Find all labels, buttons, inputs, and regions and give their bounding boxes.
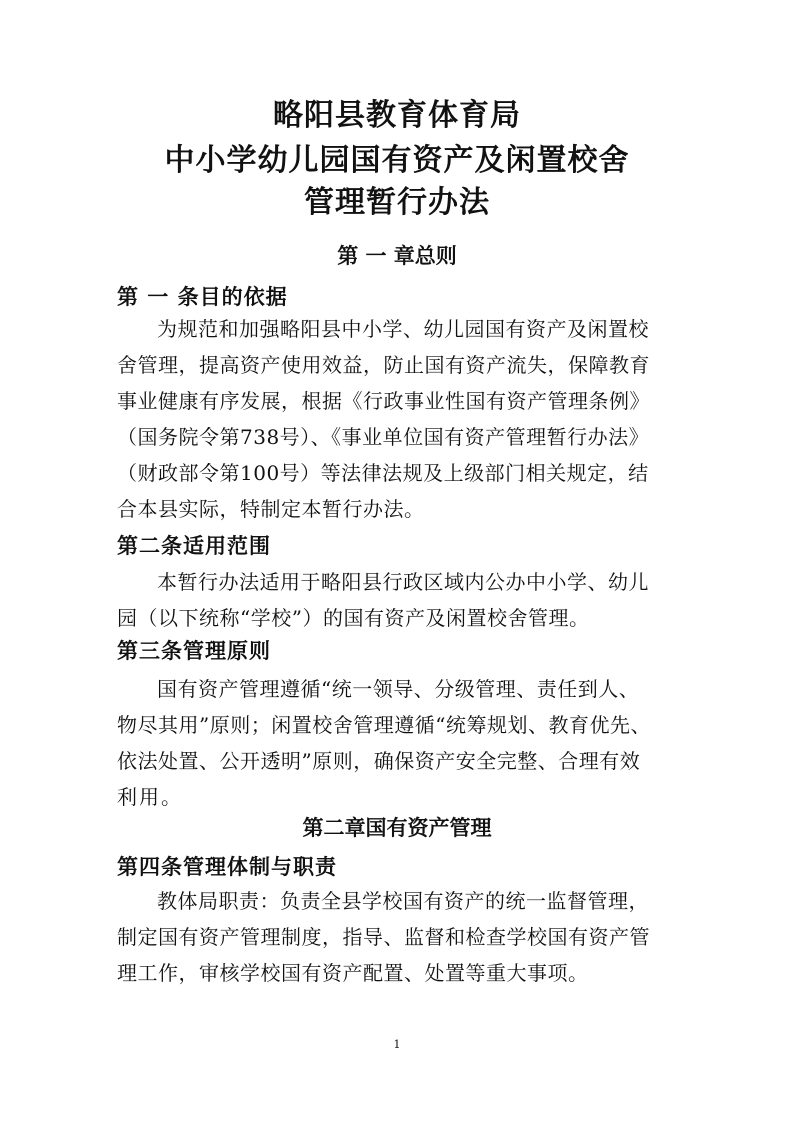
paragraph-line: 物尽其用”原则；闲置校舍管理遵循“统筹规划、教育优先、 bbox=[117, 713, 651, 737]
paragraph-line: （国务院令第738号）、《事业单位国有资产管理暂行办法》 bbox=[117, 425, 650, 449]
paragraph-line: 利用。 bbox=[117, 785, 183, 809]
paragraph-line: 本暂行办法适用于略阳县行政区域内公办中小学、幼儿 bbox=[157, 570, 649, 594]
paragraph-line: 为规范和加强略阳县中小学、幼儿园国有资产及闲置校 bbox=[157, 317, 649, 341]
article-2-heading: 第二条适用范围 bbox=[117, 534, 271, 558]
paragraph-line: 教体局职责：负责全县学校国有资产的统一监督管理， bbox=[157, 889, 649, 913]
article-1-heading: 第 一 条目的依据 bbox=[117, 285, 288, 309]
article-1-body bbox=[117, 311, 677, 527]
paragraph-line: 制定国有资产管理制度，指导、监督和检查学校国有资产管 bbox=[117, 925, 650, 949]
article-2-body bbox=[117, 564, 677, 636]
paragraph-line: 合本县实际，特制定本暂行办法。 bbox=[117, 497, 425, 521]
document-title-line-3: 管理暂行办法 bbox=[304, 185, 490, 220]
paragraph-line: 国有资产管理遵循“统一领导、分级管理、责任到人、 bbox=[157, 677, 640, 701]
article-3-body bbox=[117, 671, 677, 815]
document-title-line-2: 中小学幼儿园国有资产及闲置校舍 bbox=[164, 143, 630, 178]
article-4-heading: 第四条管理体制与职责 bbox=[117, 855, 337, 879]
document-title-line-1: 略阳县教育体育局 bbox=[273, 98, 521, 133]
article-3-heading: 第三条管理原则 bbox=[117, 639, 271, 663]
page-number: 1 bbox=[393, 1038, 401, 1051]
article-4-body bbox=[117, 883, 677, 991]
paragraph-line: 舍管理，提高资产使用效益，防止国有资产流失，保障教育 bbox=[117, 353, 650, 377]
paragraph-line: （财政部令第100号）等法律法规及上级部门相关规定，结 bbox=[117, 461, 649, 485]
paragraph-line: 事业健康有序发展，根据《行政事业性国有资产管理条例》 bbox=[117, 389, 650, 413]
paragraph-line: 理工作，审核学校国有资产配置、处置等重大事项。 bbox=[117, 961, 589, 985]
chapter-2-heading: 第二章国有资产管理 bbox=[302, 816, 492, 840]
paragraph-line: 依法处置、公开透明”原则，确保资产安全完整、合理有效 bbox=[117, 749, 641, 773]
chapter-1-heading: 第 一 章总则 bbox=[337, 244, 457, 268]
paragraph-line: 园（以下统称“学校”）的国有资产及闲置校舍管理。 bbox=[117, 606, 590, 630]
